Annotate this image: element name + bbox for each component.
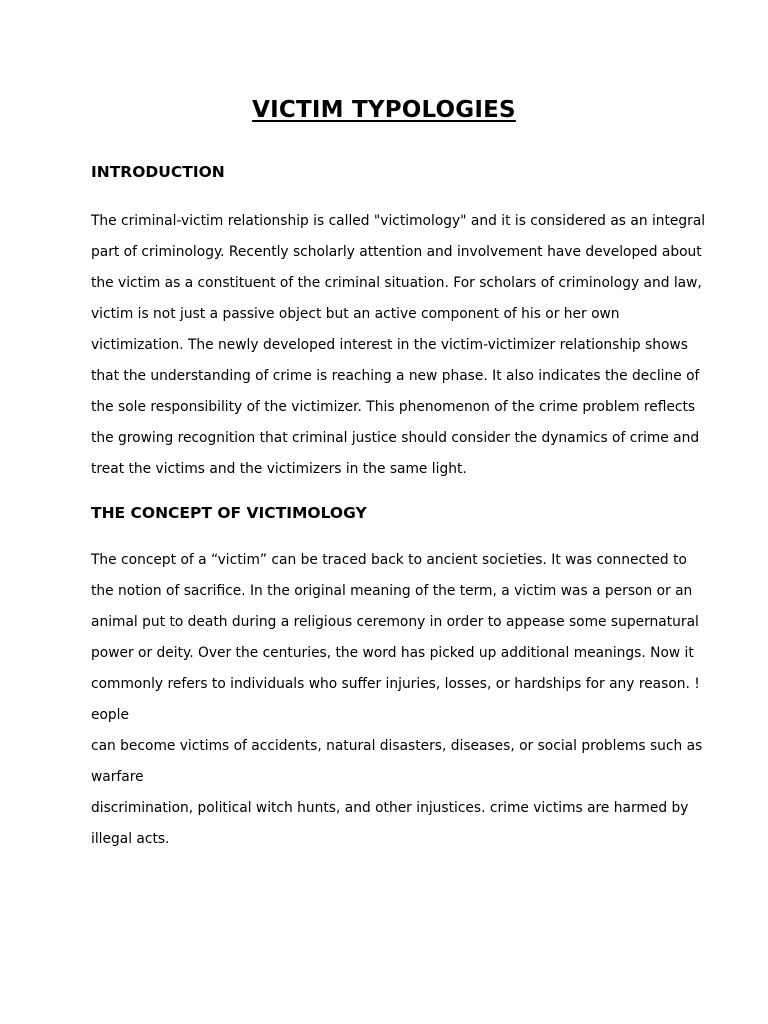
paragraph-line: illegal acts. [91,831,170,847]
paragraph-line: the growing recognition that criminal justice should consider the dynamics of crime and [91,430,700,446]
paragraph-line: discrimination, political witch hunts, and other injustices. crime victims are harmed by [91,800,689,816]
section-heading-concept-of-victimology: THE CONCEPT OF VICTIMOLOGY [91,504,367,522]
paragraph-line: part of criminology. Recently scholarly attention and involvement have developed about [91,244,702,260]
paragraph-line: commonly refers to individuals who suffer injuries, losses, or hardships for any reason. ! [91,676,700,692]
paragraph-line: power or deity. Over the centuries, the word has picked up additional meanings. Now it [91,645,694,661]
paragraph-line: can become victims of accidents, natural disasters, diseases, or social problems such as [91,738,703,754]
paragraph-line: victim is not just a passive object but an active component of his or her own [91,306,620,322]
paragraph-line: victimization. The newly developed interest in the victim-victimizer relationship shows [91,337,688,353]
paragraph-line: the sole responsibility of the victimizer. This phenomenon of the crime problem reflects [91,399,696,415]
paragraph-line: warfare [91,769,144,785]
section-heading-introduction: INTRODUCTION [91,163,225,181]
paragraph-line: that the understanding of crime is reaching a new phase. It also indicates the decline of [91,368,700,384]
paragraph-line: eople [91,707,130,723]
concept-paragraph [91,545,703,855]
paragraph-line: The concept of a “victim” can be traced back to ancient societies. It was connected to [91,552,687,568]
paragraph-line: The criminal-victim relationship is called "victimology" and it is considered as an integral [91,213,706,229]
paragraph-line: the notion of sacrifice. In the original meaning of the term, a victim was a person or an [91,583,693,599]
paragraph-line: treat the victims and the victimizers in the same light. [91,461,467,477]
paragraph-line: the victim as a constituent of the criminal situation. For scholars of criminology and law, [91,275,702,291]
introduction-paragraph [91,206,706,485]
document-title: VICTIM TYPOLOGIES [252,97,516,123]
paragraph-line: animal put to death during a religious ceremony in order to appease some supernatural [91,614,699,630]
